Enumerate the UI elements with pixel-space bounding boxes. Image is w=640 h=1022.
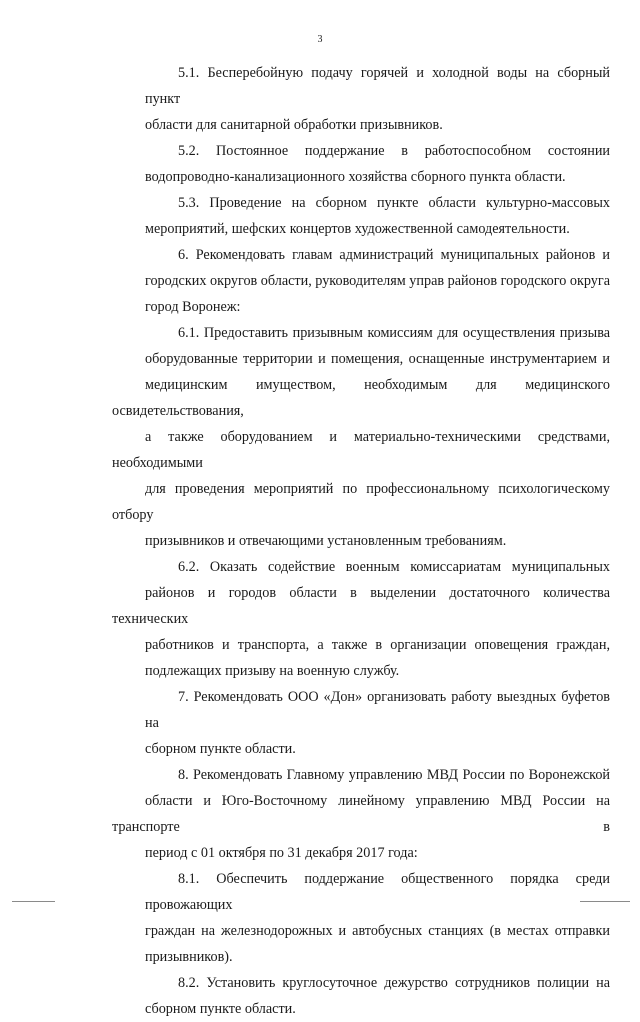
text-line: области и Юго-Восточному линейному управлению МВД России на транспорте в: [112, 793, 610, 835]
text-line: сборном пункте области.: [145, 1001, 296, 1017]
paragraph-8-2: [112, 970, 610, 1022]
text-line: 6.2. Оказать содействие военным комиссариатам муниципальных: [178, 559, 610, 575]
text-line: 5.3. Проведение на сборном пункте области культурно-массовых: [178, 195, 610, 211]
paragraph-6-1: [112, 320, 610, 554]
paragraph-7: [112, 684, 610, 762]
text-line: для проведения мероприятий по профессиональному психологическому отбору: [112, 481, 610, 523]
paragraph-5-1: [112, 60, 610, 138]
paragraph-8: [112, 762, 610, 866]
text-line: районов и городов области в выделении достаточного количества технических: [112, 585, 610, 627]
text-line: медицинским имуществом, необходимым для медицинского освидетельствования,: [112, 377, 610, 419]
document-body: [112, 60, 610, 1022]
text-line: 5.1. Бесперебойную подачу горячей и холодной воды на сборный пункт: [145, 65, 610, 107]
text-line: 6. Рекомендовать главам администраций муниципальных районов и: [178, 247, 610, 263]
text-line: а также оборудованием и материально-техническими средствами, необходимыми: [112, 429, 610, 471]
text-line: 6.1. Предоставить призывным комиссиям для осуществления призыва: [178, 325, 610, 341]
text-line: 8.2. Установить круглосуточное дежурство сотрудников полиции на: [178, 975, 610, 991]
text-line: работников и транспорта, а также в организации оповещения граждан,: [145, 637, 610, 653]
text-line: 5.2. Постоянное поддержание в работоспособном состоянии: [178, 143, 610, 159]
text-line: оборудованные территории и помещения, оснащенные инструментарием и: [145, 351, 610, 367]
paragraph-5-3: [112, 190, 610, 242]
paragraph-5-2: [112, 138, 610, 190]
text-line: области для санитарной обработки призывников.: [145, 117, 443, 133]
paragraph-6: [112, 242, 610, 320]
text-line: водопроводно-канализационного хозяйства сборного пункта области.: [145, 169, 566, 185]
paragraph-6-2: [112, 554, 610, 684]
page-number: 3: [317, 34, 323, 45]
text-line: 8.1. Обеспечить поддержание общественного порядка среди провожающих: [145, 871, 610, 913]
text-line: подлежащих призыву на военную службу.: [145, 663, 400, 679]
text-line: граждан на железнодорожных и автобусных станциях (в местах отправки: [145, 923, 610, 939]
text-line: мероприятий, шефских концертов художественной самодеятельности.: [145, 221, 570, 237]
paragraph-8-1: [112, 866, 610, 970]
text-line: городских округов области, руководителям управ районов городского округа: [145, 273, 610, 289]
text-line: 8. Рекомендовать Главному управлению МВД России по Воронежской: [178, 767, 610, 783]
text-line: сборном пункте области.: [145, 741, 296, 757]
text-line: период с 01 октября по 31 декабря 2017 года:: [145, 845, 418, 861]
text-line: 7. Рекомендовать ООО «Дон» организовать работу выездных буфетов на: [145, 689, 610, 731]
text-line: призывников).: [145, 949, 233, 965]
text-line: город Воронеж:: [145, 299, 241, 315]
text-line: призывников и отвечающими установленным требованиям.: [145, 533, 507, 549]
